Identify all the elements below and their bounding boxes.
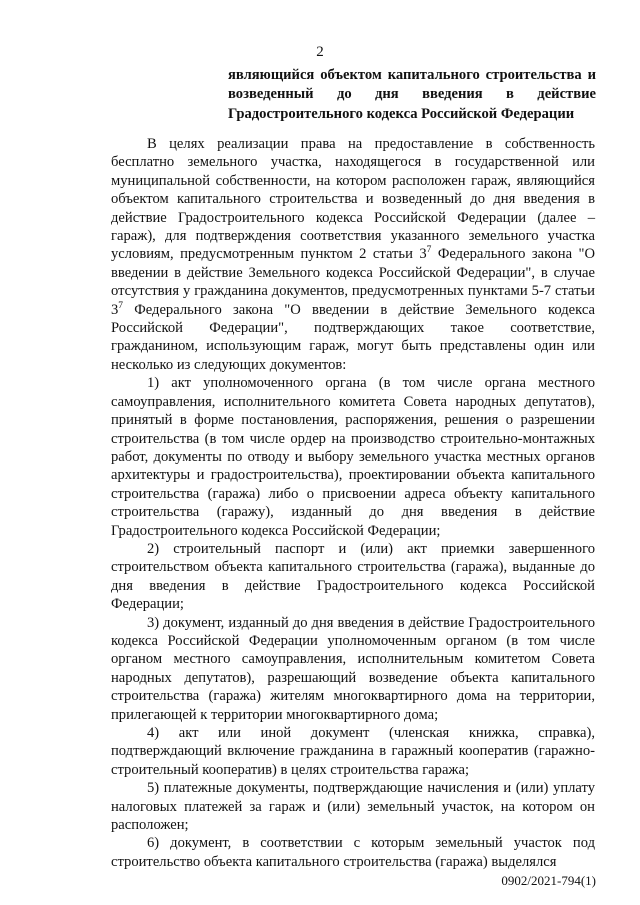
list-item-6: 6) документ, в соответствии с которым земельный участок под строительство объекта капитального строительства (гаража) выделялся [111,835,595,870]
intro-text-3: Федерального закона "О введении в действие Земельного кодекса Российской Федерации", подтверждающих такое соответствие, гражданином, использующим гараж, могут быть представлены один или несколько из следующих документов: [111,301,595,373]
document-code: 0902/2021-794(1) [501,873,596,888]
list-item-5: 5) платежные документы, подтверждающие начисления и (или) уплату налоговых платежей за гараж и (или) земельный участок, на котором он расположен; [111,780,595,834]
superscript-7: 7 [118,300,124,311]
page-number: 2 [316,44,324,60]
list-item-4: 4) акт или иной документ (членская книжка, справка), подтверждающий включение гражданина в гаражный кооператив (гаражно-строительный кооператив) в целях строительства гаража; [111,725,595,778]
intro-text-2: Федерального закона "О введении в действие Земельного кодекса Российской Федерации", в случае отсутствия у гражданина документов, предусмотренных пунктами 5-7 статьи 3 [111,246,596,318]
superscript-7: 7 [426,245,432,256]
list-item-3: 3) документ, изданный до дня введения в действие Градостроительного кодекса Российской Федерации уполномоченным органом (в том числе органом местного самоуправления, исполнительным комитетом Совета народных депутатов), разрешающий возведение объекта капитального строительства (гаража) жителям многоквартирного дома на территории, прилегающей к территории многоквартирного дома; [111,614,595,723]
intro-text-1: В целях реализации права на предоставление в собственность бесплатно земельного участка, находящегося в государственной или муниципальной собственности, на котором расположен гараж, являющийся объектом капитального строительства и возведенный до дня введения в действие Градостроительного кодекса Российской Федерации (далее – гараж), для подтверждения соответствия указанного земельного участка условиям, предусмотренным пунктом 2 статьи 3 [111,136,595,263]
list-item-1: 1) акт уполномоченного органа (в том числе органа местного самоуправления, исполнительного комитета Совета народных депутатов), принятый в форме постановления, распоряжения, решения о разрешении строительства (в том числе ордер на производство строительно-монтажных работ, документы по отводу и выбору земельного участка местных органов архитектуры и градостроительства), проектировании объекта капитального строительства (гаража) либо о присвоении адреса объекту капитального строительства (гаражу), изданный до дня введения в действие Градостроительного кодекса Российской Федерации; [111,375,595,539]
intro-paragraph [111,135,595,374]
list-item-2: 2) строительный паспорт и (или) акт приемки завершенного строительством объекта капитального строительства (гаража), выданные до дня введения в действие Градостроительного кодекса Российской Федерации; [111,540,595,613]
document-body [111,135,595,871]
document-heading: являющийся объектом капитального строительства и возведенный до дня введения в действие Градостроительного кодекса Российской Федерации [228,67,596,122]
